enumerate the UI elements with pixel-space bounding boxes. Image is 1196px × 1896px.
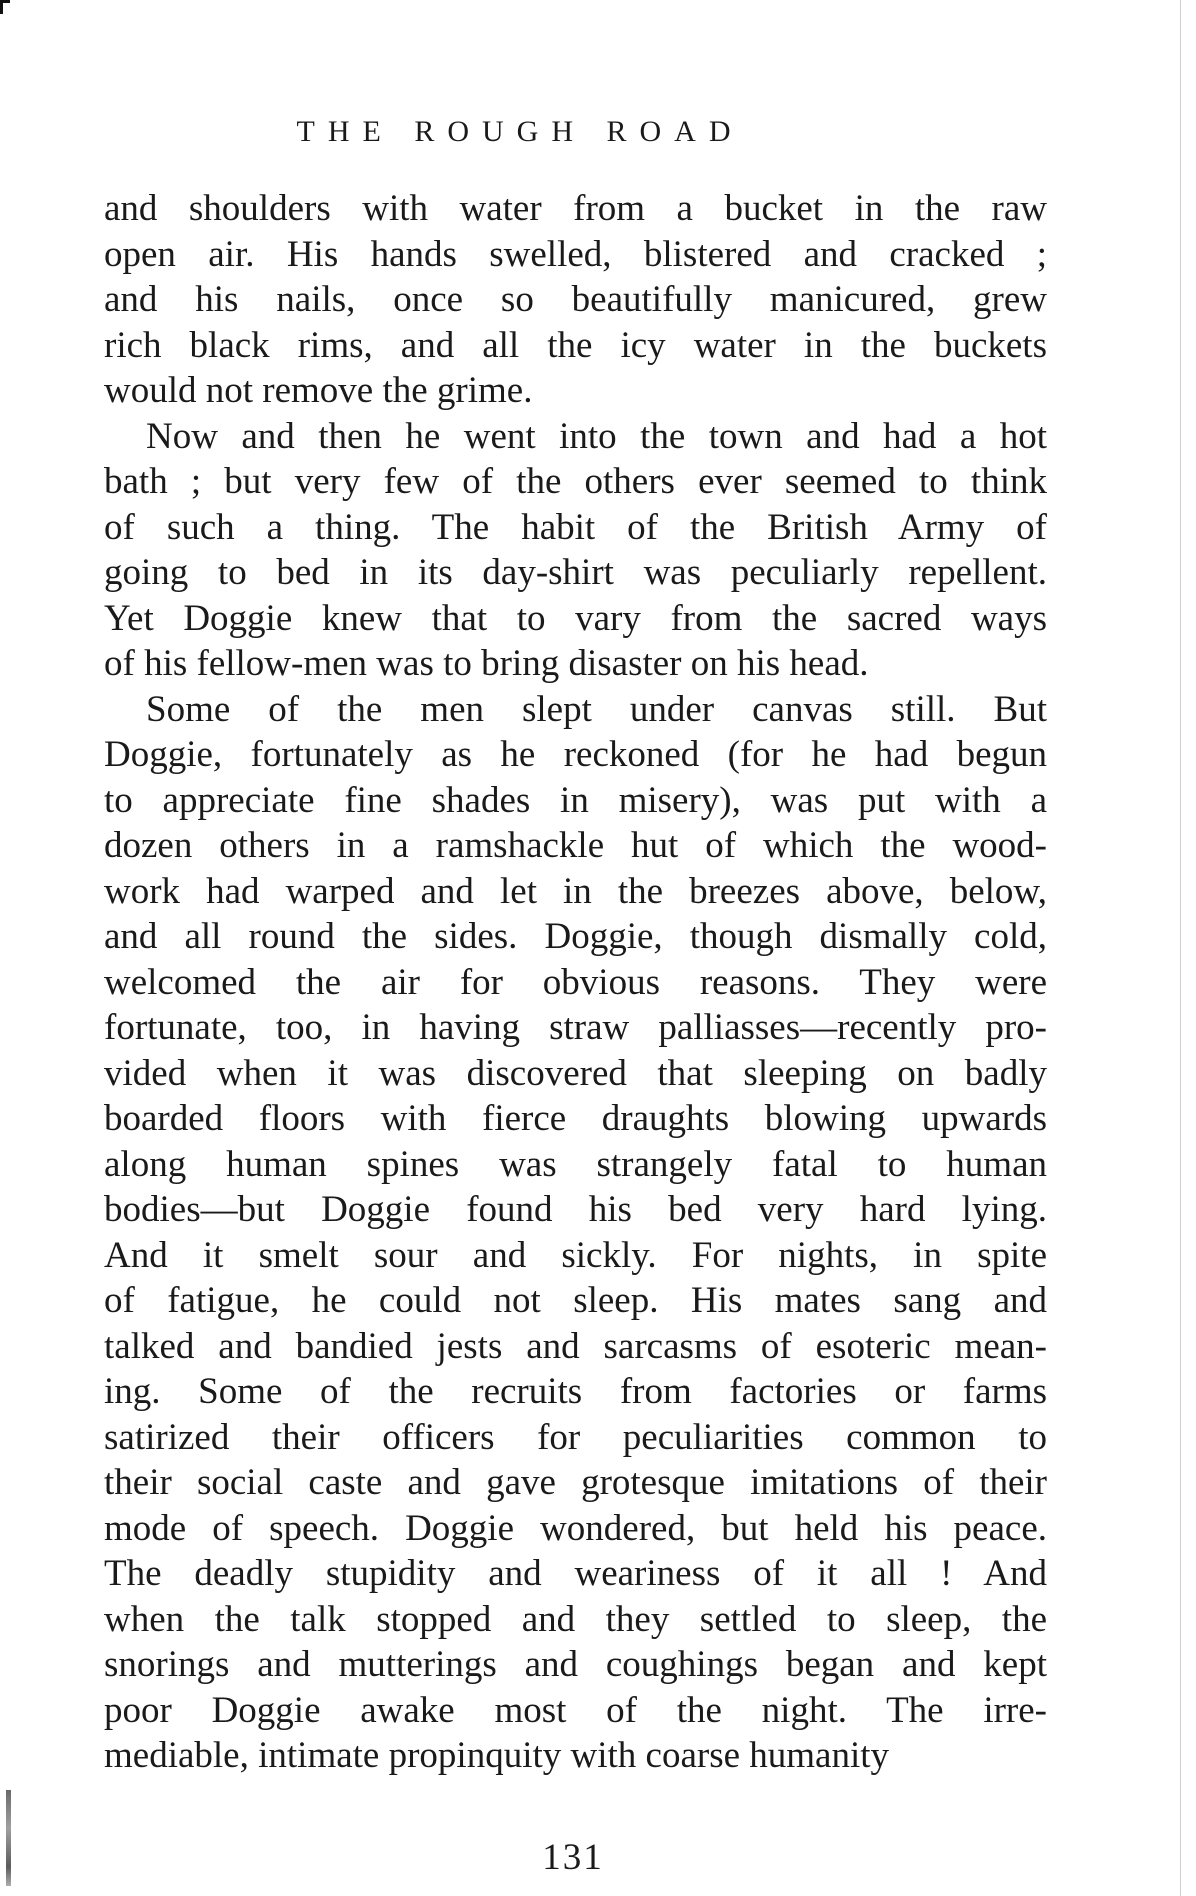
text-line: mode of speech. Doggie wondered, but held his peace. [104,1507,1047,1549]
text-line: The deadly stupidity and weariness of it all ! And [104,1553,1047,1594]
text-line: bath ; but very few of the others ever seemed to think [104,461,1047,502]
text-line: boarded floors with fierce draughts blowing upwards [104,1098,1047,1139]
text-line: mediable, intimate propinquity with coarse humanity [104,1735,890,1776]
text-line: open air. His hands swelled, blistered and cracked ; [104,233,1047,275]
text-line: would not remove the grime. [104,370,533,411]
text-line: rich black rims, and all the icy water in the buckets [104,324,1047,366]
text-line: going to bed in its day-shirt was peculiarly repellent. [104,552,1047,593]
text-line: work had warped and let in the breezes above, below, [104,870,1047,912]
text-line: when the talk stopped and they settled to sleep, the [104,1598,1047,1640]
text-line: of his fellow-men was to bring disaster on his head. [104,643,869,684]
text-line: vided when it was discovered that sleeping on badly [104,1052,1047,1094]
scan-page-edge [1180,0,1181,1896]
text-line: welcomed the air for obvious reasons. They were [104,961,1047,1003]
text-line: And it smelt sour and sickly. For nights, in spite [104,1234,1047,1276]
text-line: dozen others in a ramshackle hut of which the wood- [104,825,1047,866]
text-line: ing. Some of the recruits from factories or farms [104,1371,1047,1412]
paragraph-first-line: Now and then he went into the town and had a hot [146,415,1047,457]
text-line: to appreciate fine shades in misery), was put with a [104,779,1047,821]
text-line: poor Doggie awake most of the night. The irre- [104,1689,1047,1731]
text-line: their social caste and gave grotesque imitations of their [104,1462,1047,1503]
running-head: THE ROUGH ROAD [296,115,744,148]
paragraph-first-line: Some of the men slept under canvas still. But [146,688,1047,730]
text-line: of fatigue, he could not sleep. His mates sang and [104,1280,1047,1321]
text-line: along human spines was strangely fatal to human [104,1143,1047,1185]
body-text [104,186,1047,1779]
scan-corner-mark [0,0,10,14]
text-line: bodies—but Doggie found his bed very hard lying. [104,1189,1047,1230]
text-line: satirized their officers for peculiarities common to [104,1416,1047,1458]
text-line: and his nails, once so beautifully manicured, grew [104,279,1047,320]
text-line: of such a thing. The habit of the British Army of [104,506,1047,548]
text-line: Doggie, fortunately as he reckoned (for he had begun [104,734,1047,775]
paragraph-first-line: and shoulders with water from a bucket in the raw [104,188,1047,229]
text-line: snorings and mutterings and coughings began and kept [104,1644,1047,1685]
text-line: fortunate, too, in having straw palliasses—recently pro- [104,1007,1047,1048]
text-line: Yet Doggie knew that to vary from the sacred ways [104,597,1047,639]
text-line: talked and bandied jests and sarcasms of esoteric mean- [104,1325,1047,1367]
page-number: 131 [542,1837,604,1878]
text-line: and all round the sides. Doggie, though dismally cold, [104,916,1047,957]
